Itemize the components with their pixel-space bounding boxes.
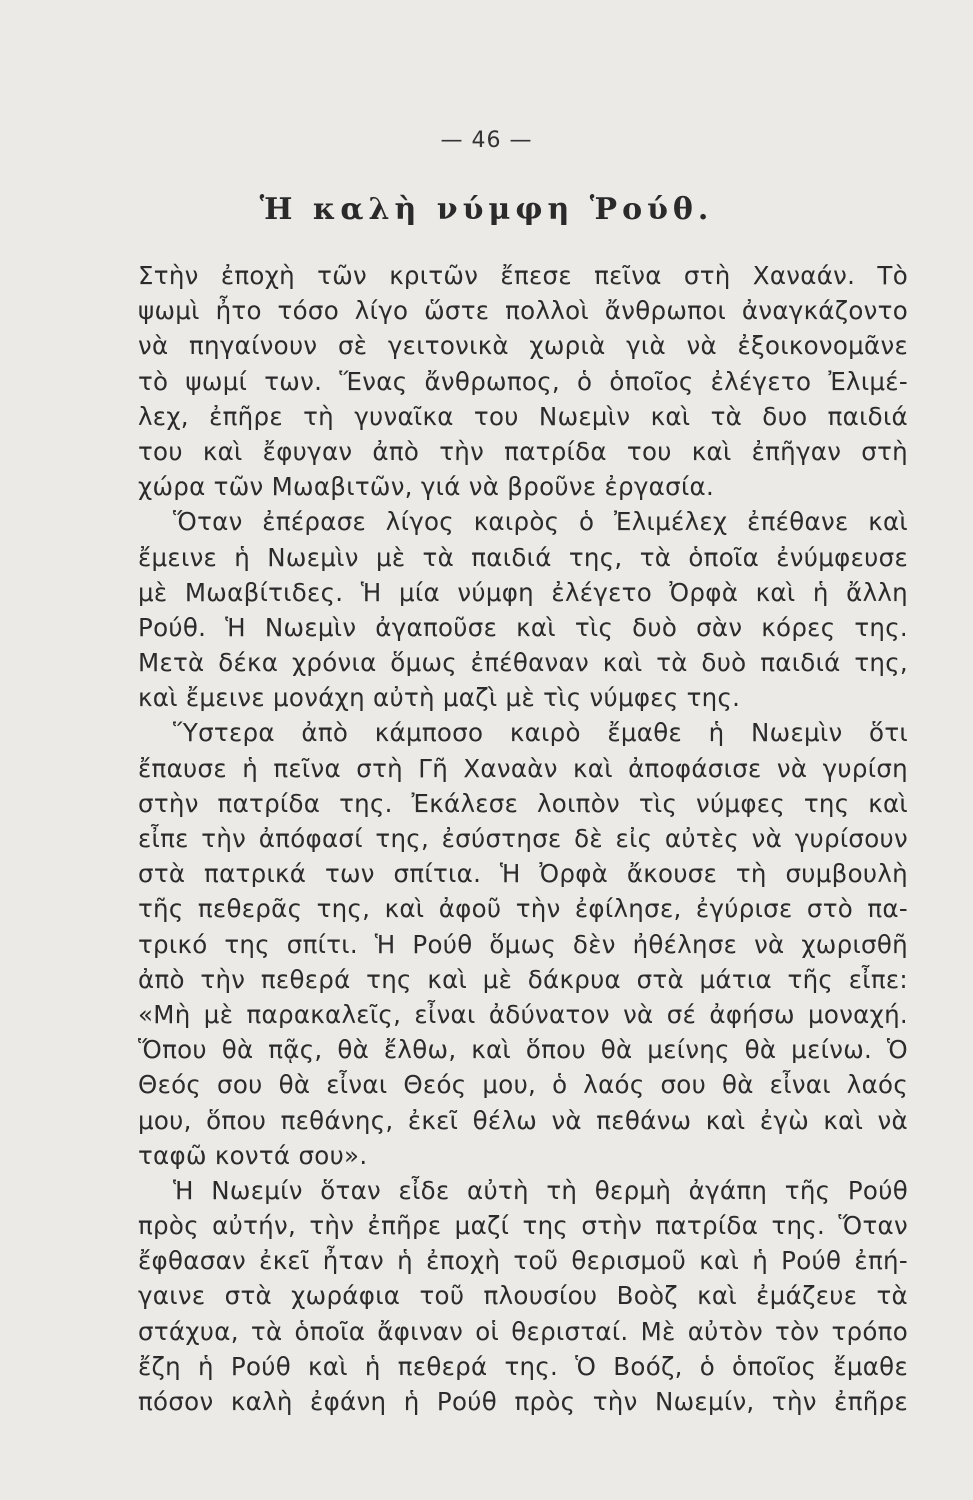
text-line: χώρα τῶν Μωαβιτῶν, γιά νὰ βροῦνε ἐργασία. xyxy=(138,472,715,502)
text-line: Ὕστερα ἀπὸ κάμποσο καιρὸ ἔμαθε ἡ Νωεμὶν ὅτι xyxy=(173,718,908,748)
text-line: καὶ ἔμεινε μονάχη αὐτὴ μαζὶ μὲ τὶς νύμφες της. xyxy=(138,683,741,713)
text-line: Ὅταν ἐπέρασε λίγος καιρὸς ὁ Ἐλιμέλεχ ἐπέθανε καὶ xyxy=(173,507,908,537)
text-line: πόσον καλὴ ἐφάνη ἡ Ρούθ πρὸς τὴν Νωεμίν, τὴν ἐπῆρε xyxy=(138,1387,908,1416)
text-line: ἔπαυσε ἡ πεῖνα στὴ Γῆ Χαναὰν καὶ ἀποφάσισε νὰ γυρίση xyxy=(138,753,908,783)
text-line: πρὸς αὐτήν, τὴν ἐπῆρε μαζί της στὴν πατρίδα της. Ὅταν xyxy=(138,1211,908,1241)
text-line: στάχυα, τὰ ὁποῖα ἄφιναν οἱ θερισταί. Μὲ αὐτὸν τὸν τρόπο xyxy=(138,1316,908,1346)
text-line: Στὴν ἐποχὴ τῶν κριτῶν ἔπεσε πεῖνα στὴ Χαναάν. Τὸ xyxy=(138,261,908,290)
chapter-title: Ἡ καλὴ νύμφη Ῥούθ. xyxy=(259,192,714,227)
text-line: ψωμὶ ἦτο τόσο λίγο ὥστε πολλοὶ ἄνθρωποι ἀναγκάζοντο xyxy=(138,296,908,326)
text-line: μου, ὅπου πεθάνης, ἐκεῖ θέλω νὰ πεθάνω καὶ ἐγὼ καὶ νὰ xyxy=(138,1105,908,1135)
text-line: λεχ, ἐπῆρε τὴ γυναῖκα του Νωεμὶν καὶ τὰ δυο παιδιά xyxy=(138,401,908,431)
text-line: ἔζη ἡ Ρούθ καὶ ἡ πεθερά της. Ὁ Βοόζ, ὁ ὁποῖος ἔμαθε xyxy=(138,1351,908,1381)
text-line: Θεός σου θὰ εἶναι Θεός μου, ὁ λαός σου θὰ εἶναι λαός xyxy=(138,1070,908,1100)
text-line: Ἡ Νωεμίν ὅταν εἶδε αὐτὴ τὴ θερμὴ ἀγάπη τῆς Ρούθ xyxy=(173,1175,908,1205)
text-line: νὰ πηγαίνουν σὲ γειτονικὰ χωριὰ γιὰ νὰ ἐξοικονομᾶνε xyxy=(138,331,908,361)
text-line: Μετὰ δέκα χρόνια ὅμως ἐπέθαναν καὶ τὰ δυὸ παιδιά της, xyxy=(138,648,908,678)
text-line: ἔμεινε ἡ Νωεμὶν μὲ τὰ παιδιά της, τὰ ὁποῖα ἐνύμφευσε xyxy=(138,542,908,572)
text-line: στὴν πατρίδα της. Ἐκάλεσε λοιπὸν τὶς νύμφες της καὶ xyxy=(138,788,908,818)
text-line: εἶπε τὴν ἀπόφασί της, ἐσύστησε δὲ εἰς αὐτὲς νὰ γυρίσουν xyxy=(138,824,908,853)
text-line: του καὶ ἔφυγαν ἀπὸ τὴν πατρίδα του καὶ ἐπῆγαν στὴ xyxy=(138,436,908,466)
text-line: μὲ Μωαβίτιδες. Ἡ μία νύμφη ἐλέγετο Ὀρφὰ καὶ ἡ ἄλλη xyxy=(138,577,908,607)
page-number: — 46 — xyxy=(440,128,533,153)
text-line: τῆς πεθερᾶς της, καὶ ἀφοῦ τὴν ἐφίλησε, ἐγύρισε στὸ πα- xyxy=(138,894,908,924)
text-line: Ρούθ. Ἡ Νωεμὶν ἀγαποῦσε καὶ τὶς δυὸ σὰν κόρες της. xyxy=(138,612,908,642)
text-line: τρικό της σπίτι. Ἡ Ρούθ ὅμως δὲν ἠθέλησε νὰ χωρισθῆ xyxy=(138,929,908,959)
body-text xyxy=(138,258,908,1419)
text-line: τὸ ψωμί των. Ἕνας ἄνθρωπος, ὁ ὁποῖος ἐλέγετο Ἐλιμέ- xyxy=(138,366,908,396)
text-line: στὰ πατρικά των σπίτια. Ἡ Ὀρφὰ ἄκουσε τὴ συμβουλὴ xyxy=(138,859,908,889)
text-line: Ὅπου θὰ πᾷς, θὰ ἔλθω, καὶ ὅπου θὰ μείνης θὰ μείνω. Ὁ xyxy=(138,1035,908,1065)
text-line: «Μὴ μὲ παρακαλεῖς, εἶναι ἀδύνατον νὰ σέ ἀφήσω μοναχή. xyxy=(138,999,908,1029)
text-line: ταφῶ κοντά σου». xyxy=(138,1140,368,1170)
text-line: γαινε στὰ χωράφια τοῦ πλουσίου Βοὸζ καὶ ἐμάζευε τὰ xyxy=(138,1281,908,1311)
text-line: ἔφθασαν ἐκεῖ ἦταν ἡ ἐποχὴ τοῦ θερισμοῦ καὶ ἡ Ρούθ ἐπή- xyxy=(138,1246,908,1276)
text-line: ἀπὸ τὴν πεθερά της καὶ μὲ δάκρυα στὰ μάτια τῆς εἶπε: xyxy=(138,964,908,994)
